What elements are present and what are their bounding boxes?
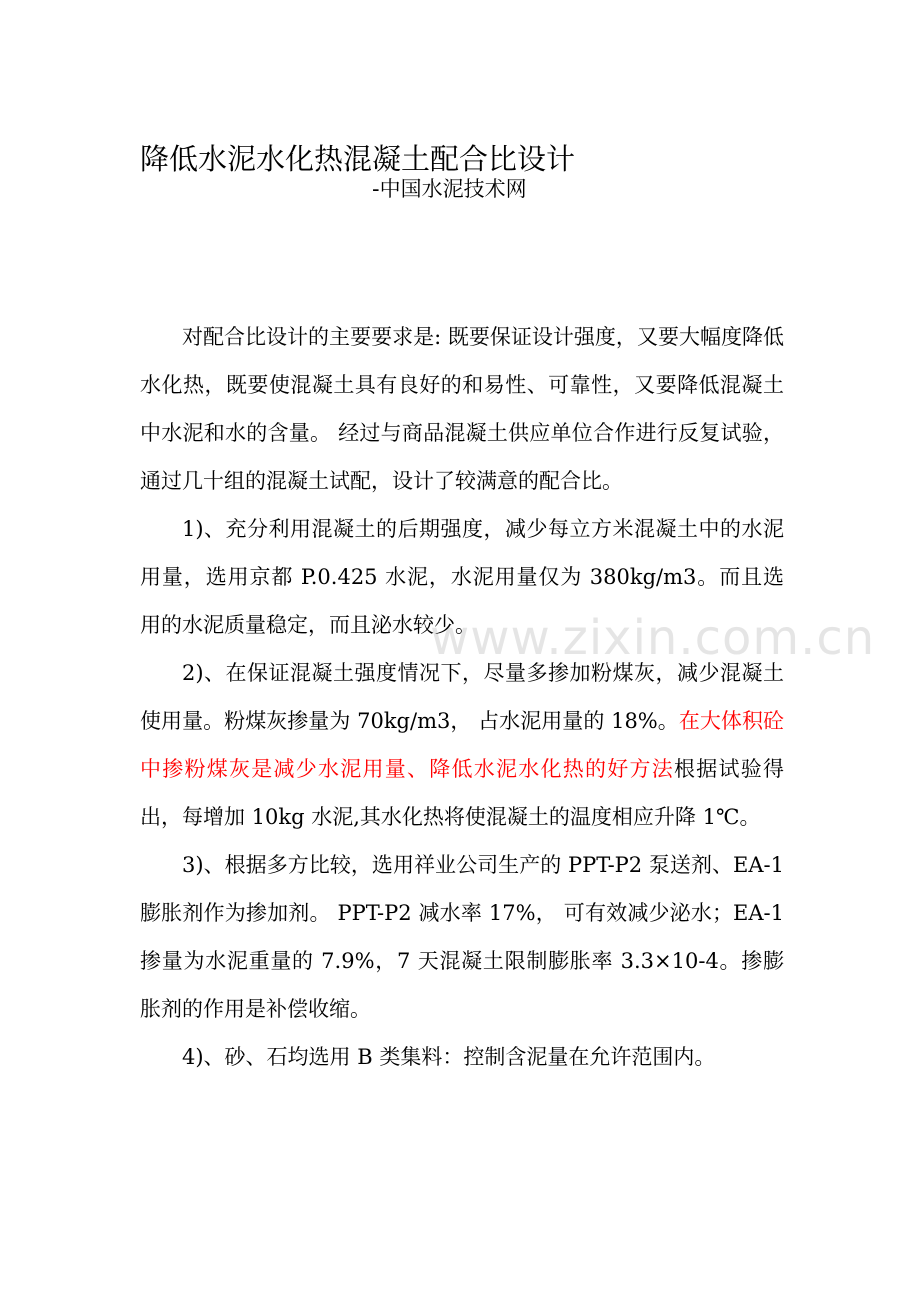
point-2-highlight: 在大体积砼中掺粉煤灰是减少水泥用量、降低水泥水化热的好方法 bbox=[140, 709, 784, 781]
point-4-paragraph: 4)、砂、石均选用 B 类集料：控制含泥量在允许范围内。 bbox=[182, 1045, 716, 1069]
point-2-text: 2)、在保证混凝土强度情况下，尽量多掺加粉煤灰，减少混凝土使用量。粉煤灰掺量为 70kg/m3， 占水泥用量的 18%。 bbox=[140, 661, 784, 733]
point-3-paragraph: 3)、根据多方比较，选用祥业公司生产的 PPT-P2 泵送剂、EA-1 膨胀剂作为掺加剂。 PPT-P2 减水率 17%， 可有效减少泌水；EA-1 掺量为水泥重量的 7.9%，7 天混凝土限制膨胀率 3.3×10-4。掺膨胀剂的作用是补偿收缩。 bbox=[140, 853, 784, 1021]
point-1-paragraph: 1)、充分利用混凝土的后期强度，减少每立方米混凝土中的水泥用量，选用京都 P.0.425 水泥，水泥用量仅为 380kg/m3。而且选用的水泥质量稳定，而且泌水较少。 bbox=[140, 517, 784, 637]
document-source: -中国水泥技术网 bbox=[372, 177, 527, 201]
document-body bbox=[140, 313, 784, 1081]
point-2-paragraph bbox=[140, 649, 784, 841]
document-title: 降低水泥水化热混凝土配合比设计 bbox=[140, 142, 576, 177]
watermark: www.zixin.com.cn bbox=[430, 610, 876, 666]
intro-paragraph: 对配合比设计的主要要求是: 既要保证设计强度，又要大幅度降低水化热，既要使混凝土具有良好的和易性、可靠性，又要降低混凝土中水泥和水的含量。 经过与商品混凝土供应单位合作进行反复试验，通过几十组的混凝土试配，设计了较满意的配合比。 bbox=[140, 325, 784, 493]
point-2-text-after: 根据试验得出，每增加 10kg 水泥,其水化热将使混凝土的温度相应升降 1℃。 bbox=[140, 757, 784, 829]
